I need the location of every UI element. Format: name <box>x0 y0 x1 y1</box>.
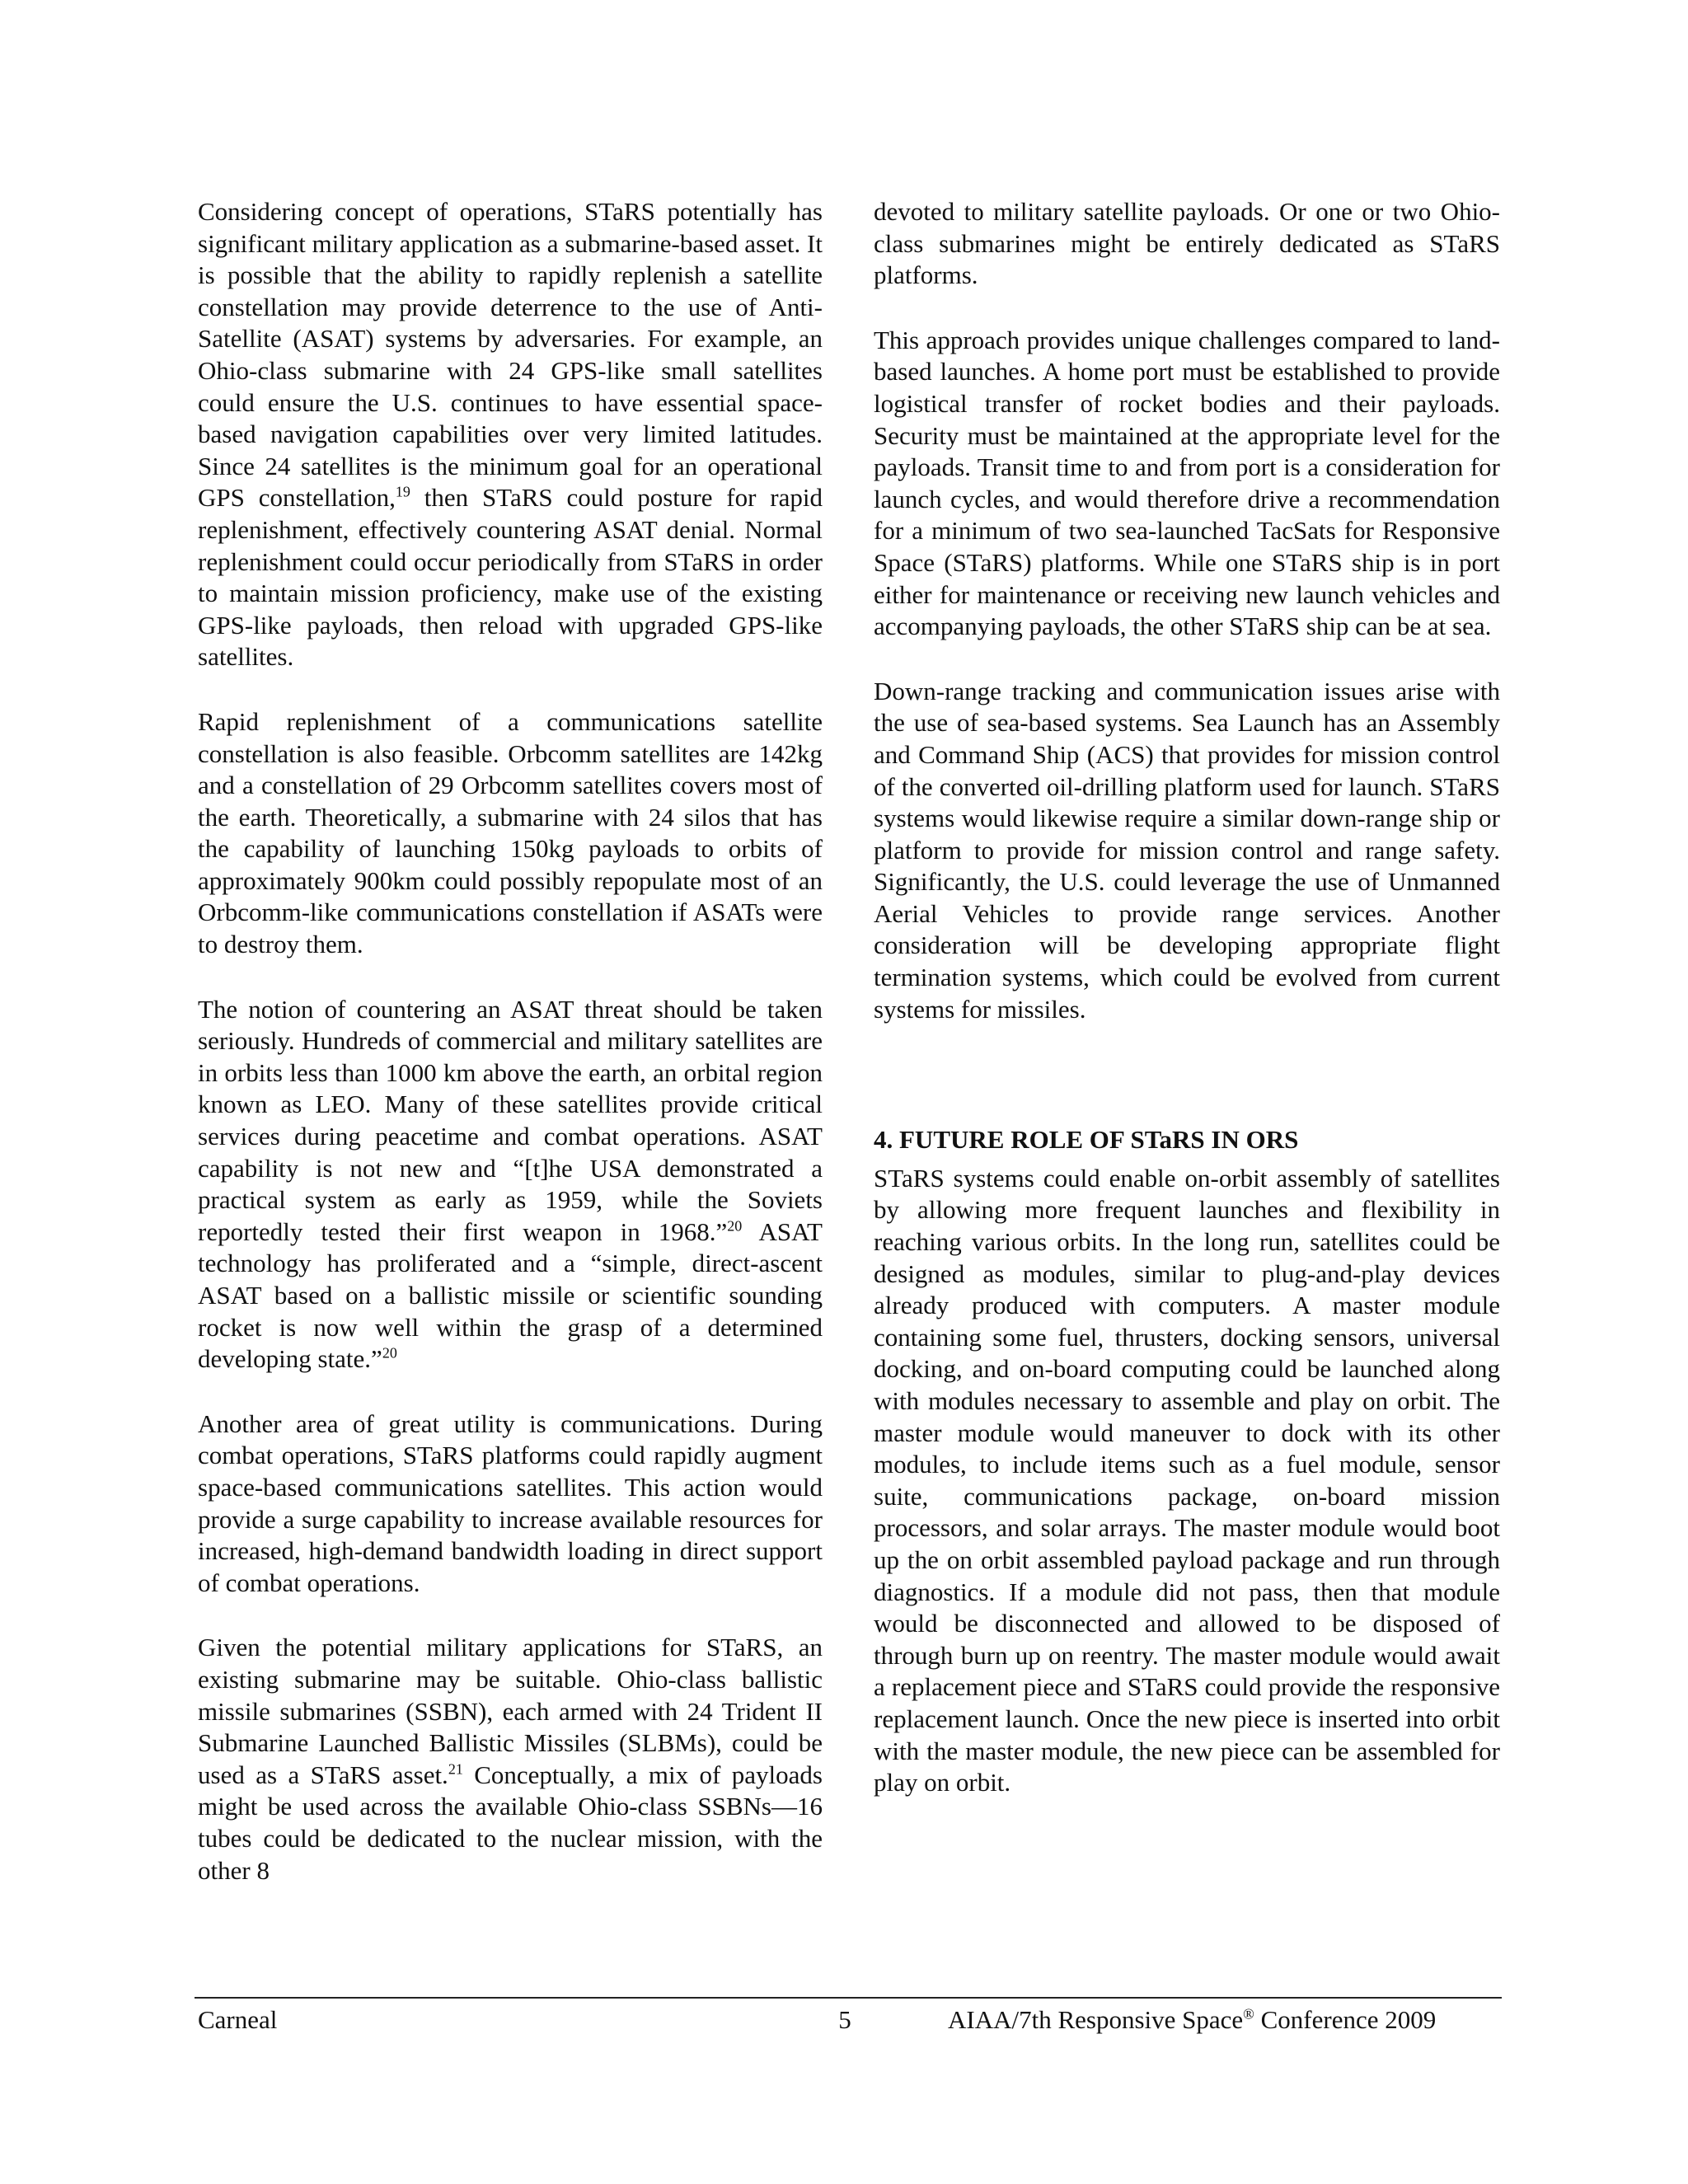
paragraph: Another area of great utility is communications. During combat operations, STaRS platforms could rapidly augment space-based communications satellites. This action would provide a surge capability to increase available resources for increased, high-demand bandwidth loading in direct support of combat operations. <box>198 1408 823 1597</box>
footer-rule <box>195 1997 1502 1999</box>
footer-conference: AIAA/7th Responsive Space® Conference 2009 <box>948 2005 1437 2034</box>
paragraph: The notion of countering an ASAT threat should be taken seriously. Hundreds of commercial and military satellites are in orbits less than 1000 km above the earth, an orbital region known as LEO. Many of these satellites provide critical services during peacetime and combat operations. ASAT capability is not new and “[t]he USA demonstrated a practical system as early as 1959, while the Soviets reportedly tested their first weapon in 1968.”$^{20}$ ASAT technology has proliferated and a “simple, direct-ascent ASAT based on a ballistic missile or scientific sounding rocket is now well within the grasp of a determined developing state.”$^{20}$ <box>198 994 823 1374</box>
paragraph: devoted to military satellite payloads. Or one or two Ohio-class submarines might be entirely dedicated as STaRS platforms. <box>874 197 1500 290</box>
footnote-marker: 20 <box>727 1217 743 1235</box>
registered-mark: ® <box>1243 2005 1254 2022</box>
paragraph: Down-range tracking and communication issues arise with the use of sea-based systems. Sea Launch has an Assembly and Command Ship (ACS) that provides for mission control of the converted oil-drilling platform used for launch. STaRS systems would likewise require a similar down-range ship or platform to provide for mission control and range safety. Significantly, the U.S. could leverage the use of Unmanned Aerial Vehicles to provide range services. Another consideration will be developing appropriate flight termination systems, which could be evolved from current systems for missiles. <box>874 676 1500 1024</box>
right-column <box>874 196 1500 1832</box>
paragraph: Considering concept of operations, STaRS potentially has significant military application as a submarine-based asset. It is possible that the ability to rapidly replenish a satellite constellation may provide deterrence to the use of Anti-Satellite (ASAT) systems by adversaries. For example, an Ohio-class submarine with 24 GPS-like small satellites could ensure the U.S. continues to have essential space-based navigation capabilities over very limited latitudes. Since 24 satellites is the minimum goal for an operational GPS constellation,$^{19}$ then STaRS could posture for rapid replenishment, effectively countering ASAT denial. Normal replenishment could occur periodically from STaRS in order to maintain mission proficiency, make use of the existing GPS-like payloads, then reload with upgraded GPS-like satellites. <box>198 197 823 672</box>
footnote-marker: 20 <box>382 1344 397 1361</box>
footnote-marker: 21 <box>448 1760 463 1778</box>
paragraph: Given the potential military applications for STaRS, an existing submarine may be suitable. Ohio-class ballistic missile submarines (SSBN), each armed with 24 Trident II Submarine Launched Ballistic Missiles (SLBMs), could be used as a STaRS asset.$^{21}$ Conceptually, a mix of payloads might be used across the available Ohio-class SSBNs—16 tubes could be dedicated to the nuclear mission, with the other 8 <box>198 1633 823 1885</box>
left-column <box>198 196 823 1886</box>
section-heading: 4. FUTURE ROLE OF STaRS IN ORS <box>874 1125 1299 1155</box>
paragraph: STaRS systems could enable on-orbit assembly of satellites by allowing more frequent launches and flexibility in reaching various orbits. In the long run, satellites could be designed as modules, similar to plug-and-play devices already produced with computers. A master module containing some fuel, thrusters, docking sensors, universal docking, and on-board computing could be launched along with modules necessary to assemble and play on orbit. The master module would maneuver to dock with its other modules, to include items such as a fuel module, sensor suite, communications package, on-board mission processors, and solar arrays. The master module would boot up the on orbit assembled payload package and run through diagnostics. If a module did not pass, then that module would be disconnected and allowed to be disposed of through burn up on reentry. The master module would await a replacement piece and STaRS could provide the responsive replacement launch. Once the new piece is inserted into orbit with the master module, the new piece can be assembled for play on orbit. <box>874 1163 1500 1797</box>
paragraph: This approach provides unique challenges compared to land-based launches. A home port must be established to provide logistical transfer of rocket bodies and their payloads. Security must be maintained at the appropriate level for the payloads. Transit time to and from port is a consideration for launch cycles, and would therefore drive a recommendation for a minimum of two sea-launched TacSats for Responsive Space (STaRS) platforms. While one STaRS ship is in port either for maintenance or receiving new launch vehicles and accompanying payloads, the other STaRS ship can be at sea. <box>874 325 1500 641</box>
page-number: 5 <box>838 2005 851 2034</box>
footnote-marker: 19 <box>395 484 410 501</box>
paragraph: Rapid replenishment of a communications satellite constellation is also feasible. Orbcomm satellites are 142kg and a constellation of 29 Orbcomm satellites covers most of the earth. Theoretically, a submarine with 24 silos that has the capability of launching 150kg payloads to orbits of approximately 900km could possibly repopulate most of an Orbcomm-like communications constellation if ASATs were to destroy them. <box>198 706 823 959</box>
footer-author: Carneal <box>198 2005 278 2034</box>
